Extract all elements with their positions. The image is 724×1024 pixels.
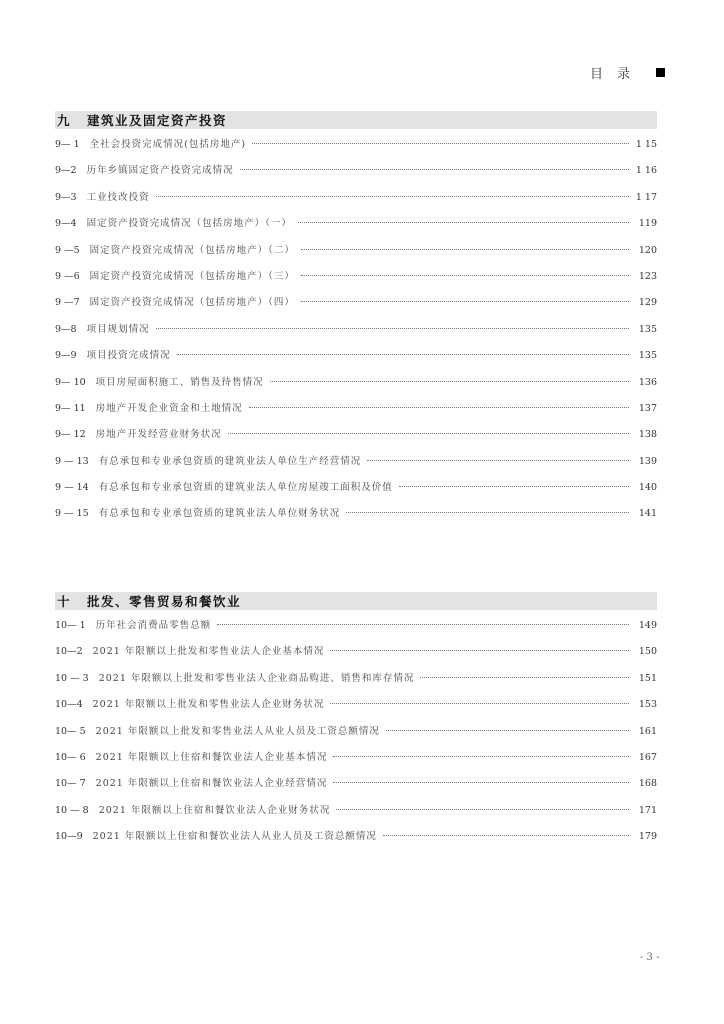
entry-code: 9— 12 <box>55 429 86 441</box>
entry-title: 2021 年限额以上批发和零售业法人企业商品购进、销售和库存情况 <box>98 672 415 684</box>
entry-title: 房地产开发经营业财务状况 <box>95 429 222 441</box>
entry-code: 10— 5 <box>55 725 86 737</box>
entry-code: 9 —5 <box>55 244 80 256</box>
entry-page: 171 <box>638 804 657 816</box>
entry-page: 153 <box>638 699 657 711</box>
entry-title: 固定资产投资完成情况（包括房地产）（四） <box>89 297 295 309</box>
toc-entry[interactable] <box>55 798 657 824</box>
section-wholesale-retail-catering <box>55 592 657 851</box>
leader-dots <box>336 809 629 810</box>
leader-dots <box>330 650 629 651</box>
leader-dots <box>399 486 629 487</box>
entry-page: 1 15 <box>635 139 657 150</box>
section-number: 十 <box>57 594 70 609</box>
entry-page: 138 <box>638 429 657 441</box>
leader-dots <box>298 222 629 223</box>
toc-entry[interactable] <box>55 264 657 290</box>
entry-title: 固定资产投资完成情况（包括房地产）（三） <box>89 270 295 282</box>
toc-entry[interactable] <box>55 771 657 797</box>
entry-page: 149 <box>638 620 657 631</box>
toc-entry[interactable] <box>55 745 657 771</box>
entry-title: 固定资产投资完成情况（包括房地产）（一） <box>86 218 292 230</box>
leader-dots <box>252 143 629 144</box>
entry-code: 10—4 <box>55 699 83 711</box>
toc-entry[interactable] <box>55 185 657 211</box>
entry-title: 历年乡镇固定资产投资完成情况 <box>86 165 234 177</box>
leader-dots <box>156 196 629 197</box>
entry-title: 2021 年限额以上批发和零售业法人企业基本情况 <box>92 646 325 658</box>
entry-code: 9 —6 <box>55 270 80 282</box>
leader-dots <box>217 624 629 625</box>
entry-page: 140 <box>638 482 657 494</box>
leader-dots <box>330 703 629 704</box>
toc-entry[interactable] <box>55 343 657 369</box>
entry-title: 全社会投资完成情况(包括房地产) <box>89 139 247 150</box>
toc-entry[interactable] <box>55 290 657 316</box>
entry-code: 9—2 <box>55 165 77 177</box>
entry-code: 9 — 14 <box>55 482 89 494</box>
section-header <box>55 592 657 610</box>
toc-entry[interactable] <box>55 317 657 343</box>
toc-entry[interactable] <box>55 501 657 527</box>
entry-title: 2021 年限额以上住宿和餐饮业法人企业基本情况 <box>95 751 328 763</box>
toc-entry[interactable] <box>55 666 657 692</box>
leader-dots <box>333 782 629 783</box>
toc-entry[interactable] <box>55 824 657 850</box>
entry-title: 项目规划情况 <box>86 323 150 335</box>
page-header <box>590 63 665 82</box>
entry-page: 135 <box>638 350 657 362</box>
entry-code: 10—9 <box>55 831 83 843</box>
entry-page: 135 <box>638 323 657 335</box>
entry-code: 9—3 <box>55 191 77 203</box>
entry-code: 10 — 3 <box>55 672 89 684</box>
toc-entry[interactable] <box>55 158 657 184</box>
toc-entry[interactable] <box>55 639 657 665</box>
entry-page: 151 <box>638 672 657 684</box>
leader-dots <box>333 756 629 757</box>
toc-entry[interactable] <box>55 238 657 264</box>
entry-code: 10— 7 <box>55 778 86 790</box>
leader-dots <box>301 275 629 276</box>
leader-dots <box>420 677 629 678</box>
entry-page: 141 <box>638 508 657 520</box>
toc-list <box>55 132 657 528</box>
section-title: 建筑业及固定资产投资 <box>87 113 228 128</box>
entry-page: 1 16 <box>635 165 657 177</box>
entry-title: 2021 年限额以上住宿和餐饮业法人企业财务状况 <box>98 804 331 816</box>
entry-page: 129 <box>638 297 657 309</box>
entry-page: 161 <box>638 725 657 737</box>
leader-dots <box>301 249 629 250</box>
entry-page: 1 17 <box>635 191 657 203</box>
leader-dots <box>270 381 629 382</box>
entry-title: 2021 年限额以上住宿和餐饮业法人从业人员及工资总额情况 <box>92 831 377 843</box>
toc-entry[interactable] <box>55 422 657 448</box>
entry-title: 有总承包和专业承包资质的建筑业法人单位房屋竣工面积及价值 <box>98 482 393 494</box>
leader-dots <box>156 328 629 329</box>
page-header-title: 目录 <box>590 67 645 82</box>
black-square-icon <box>656 68 665 77</box>
entry-title: 2021 年限额以上住宿和餐饮业法人企业经营情况 <box>95 778 328 790</box>
entry-code: 9— 11 <box>55 402 86 414</box>
entry-title: 项目房屋面积施工、销售及待售情况 <box>95 376 264 388</box>
entry-page: 168 <box>638 778 657 790</box>
entry-code: 10—2 <box>55 646 83 658</box>
entry-title: 工业技改投资 <box>86 191 150 203</box>
entry-title: 2021 年限额以上批发和零售业法人从业人员及工资总额情况 <box>95 725 380 737</box>
entry-page: 123 <box>638 270 657 282</box>
toc-entry[interactable] <box>55 692 657 718</box>
entry-page: 119 <box>638 218 657 230</box>
toc-entry[interactable] <box>55 449 657 475</box>
toc-entry[interactable] <box>55 396 657 422</box>
toc-list <box>55 613 657 851</box>
entry-title: 有总承包和专业承包资质的建筑业法人单位财务状况 <box>98 508 341 520</box>
entry-page: 167 <box>638 751 657 763</box>
entry-page: 139 <box>638 455 657 467</box>
entry-page: 136 <box>638 376 657 388</box>
leader-dots <box>346 512 629 513</box>
entry-title: 有总承包和专业承包资质的建筑业法人单位生产经营情况 <box>98 455 362 467</box>
leader-dots <box>177 354 629 355</box>
leader-dots <box>367 460 629 461</box>
section-title: 批发、零售贸易和餐饮业 <box>87 594 242 609</box>
entry-title: 固定资产投资完成情况（包括房地产）（二） <box>89 244 295 256</box>
entry-page: 120 <box>638 244 657 256</box>
leader-dots <box>249 407 629 408</box>
toc-entry[interactable] <box>55 613 657 639</box>
toc-entry[interactable] <box>55 475 657 501</box>
entry-code: 9 — 15 <box>55 508 89 520</box>
leader-dots <box>228 433 629 434</box>
entry-title: 房地产开发企业资金和土地情况 <box>95 402 243 414</box>
entry-code: 9— 1 <box>55 139 80 150</box>
entry-code: 10 — 8 <box>55 804 89 816</box>
entry-code: 9—4 <box>55 218 77 230</box>
entry-code: 9 —7 <box>55 297 80 309</box>
section-number: 九 <box>57 113 70 128</box>
section-construction-investment <box>55 111 657 528</box>
entry-title: 2021 年限额以上批发和零售业法人企业财务状况 <box>92 699 325 711</box>
toc-entry[interactable] <box>55 211 657 237</box>
page-number: - 3 - <box>640 952 660 963</box>
entry-page: 150 <box>638 646 657 658</box>
entry-code: 10— 6 <box>55 751 86 763</box>
entry-page: 179 <box>638 831 657 843</box>
entry-title: 历年社会消费品零售总额 <box>95 620 212 631</box>
entry-code: 10— 1 <box>55 620 86 631</box>
entry-code: 9—8 <box>55 323 77 335</box>
leader-dots <box>383 835 629 836</box>
entry-title: 项目投资完成情况 <box>86 350 171 362</box>
entry-code: 9—9 <box>55 350 77 362</box>
entry-page: 137 <box>638 402 657 414</box>
entry-code: 9— 10 <box>55 376 86 388</box>
toc-entry[interactable] <box>55 719 657 745</box>
leader-dots <box>240 169 629 170</box>
leader-dots <box>301 301 629 302</box>
toc-entry[interactable] <box>55 370 657 396</box>
leader-dots <box>386 730 629 731</box>
section-header <box>55 111 657 129</box>
entry-code: 9 — 13 <box>55 455 89 467</box>
toc-entry[interactable] <box>55 132 657 158</box>
